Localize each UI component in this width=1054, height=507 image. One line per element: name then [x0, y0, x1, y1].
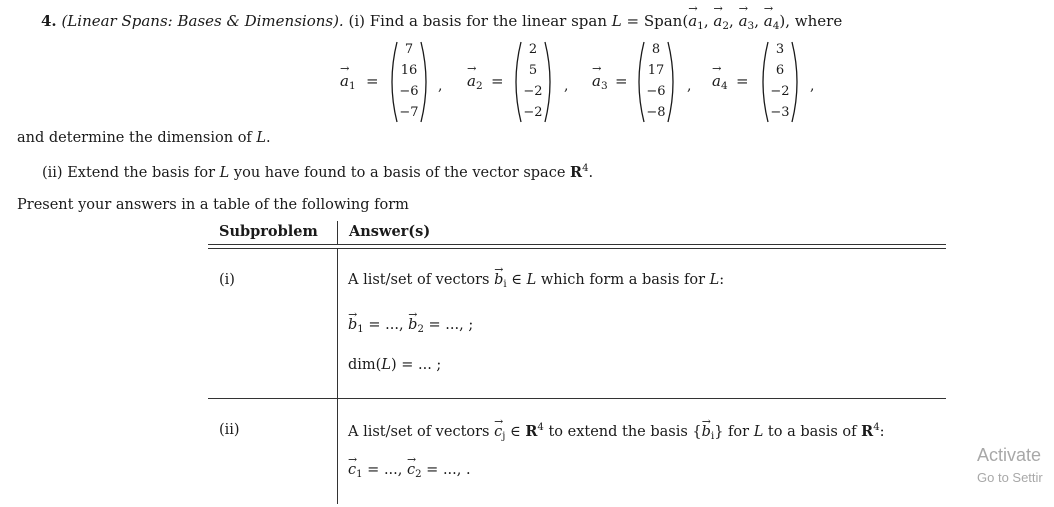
equals-sign: = — [615, 72, 628, 90]
part-i-lead: (i) Find a basis for the linear span — [348, 12, 607, 30]
equals-sign: = — [366, 72, 379, 90]
vector-a4-label: → $a_4$ — [712, 72, 728, 92]
answer-extension-description: A list/set of vectors → $c_j$ ∈ $R^4$ to extend the basis {→ $b_i$} for L to a basis of $R^4$: — [348, 422, 885, 442]
determine-dimension-line: and determine the dimension of L. — [17, 130, 271, 146]
problem-number: 4. — [41, 12, 57, 30]
vector-entry: −6 — [646, 84, 666, 99]
activation-watermark-subtitle[interactable]: Go to Settir — [977, 470, 1043, 485]
answer-basis-vectors: → $b_1$ = ..., → $b_2$ = ..., ; — [348, 317, 473, 335]
header-divider — [337, 221, 338, 245]
header-rule-bottom — [208, 248, 946, 249]
table-header-answers: Answer(s) — [349, 223, 431, 240]
separator-comma: , — [438, 78, 443, 94]
answer-basis-description: A list/set of vectors → $b_i$ ∈ L which form a basis for L: — [348, 272, 724, 290]
vector-a3-matrix — [636, 40, 676, 124]
vector-entry: −7 — [399, 105, 419, 120]
part-ii-line: (ii) Extend the basis for L you have found to a basis of the vector space $R^4$. — [42, 163, 594, 181]
subproblem-label: (ii) — [219, 422, 240, 438]
vector-entry: 5 — [528, 63, 538, 78]
answer-extension-vectors: → $c_1$ = ..., → $c_2$ = ..., . — [348, 462, 471, 480]
subproblem-label: (i) — [219, 272, 235, 288]
separator-comma: , — [564, 78, 569, 94]
separator-comma: , — [810, 78, 815, 94]
vector-a2-matrix — [513, 40, 553, 124]
vector-entry: 8 — [651, 42, 661, 57]
problem-topic: (Linear Spans: Bases & Dimensions). — [61, 12, 344, 30]
table-header-subproblem: Subproblem — [219, 223, 318, 240]
vector-entry: 17 — [647, 63, 665, 78]
column-divider — [337, 248, 338, 504]
table-row — [219, 422, 240, 438]
vector-entry: 7 — [404, 42, 414, 57]
vector-entry: 6 — [775, 63, 785, 78]
vector-a2-label: → $a_2$ — [467, 72, 483, 92]
vector-a4-matrix — [760, 40, 800, 124]
equals-sign: = — [736, 72, 749, 90]
problem-heading — [41, 12, 842, 32]
separator-comma: , — [687, 78, 692, 94]
vector-entry: 2 — [528, 42, 538, 57]
vector-entry: 3 — [775, 42, 785, 57]
row-separator — [208, 398, 946, 399]
vector-a3-label: → $a_3$ — [592, 72, 608, 92]
vector-entry: 16 — [400, 63, 418, 78]
span-expression: L = Span(→ $a_1$, → $a_2$, → $a_3$, → $a_4$), where — [612, 12, 842, 30]
vector-entry: −2 — [523, 105, 543, 120]
present-answers-line: Present your answers in a table of the following form — [17, 197, 409, 213]
vector-a1-label: → $a_1$ — [340, 72, 356, 92]
vector-entry: −2 — [523, 84, 543, 99]
table-row — [219, 272, 235, 288]
equals-sign: = — [491, 72, 504, 90]
activation-watermark-title: Activate — [977, 445, 1042, 465]
vector-entry: −2 — [770, 84, 790, 99]
vector-entry: −6 — [399, 84, 419, 99]
vector-entry: −3 — [770, 105, 790, 120]
answer-dimension: dim(L) = ... ; — [348, 357, 442, 373]
vector-entry: −8 — [646, 105, 666, 120]
header-rule-top — [208, 244, 946, 245]
vector-a1-matrix — [389, 40, 429, 124]
